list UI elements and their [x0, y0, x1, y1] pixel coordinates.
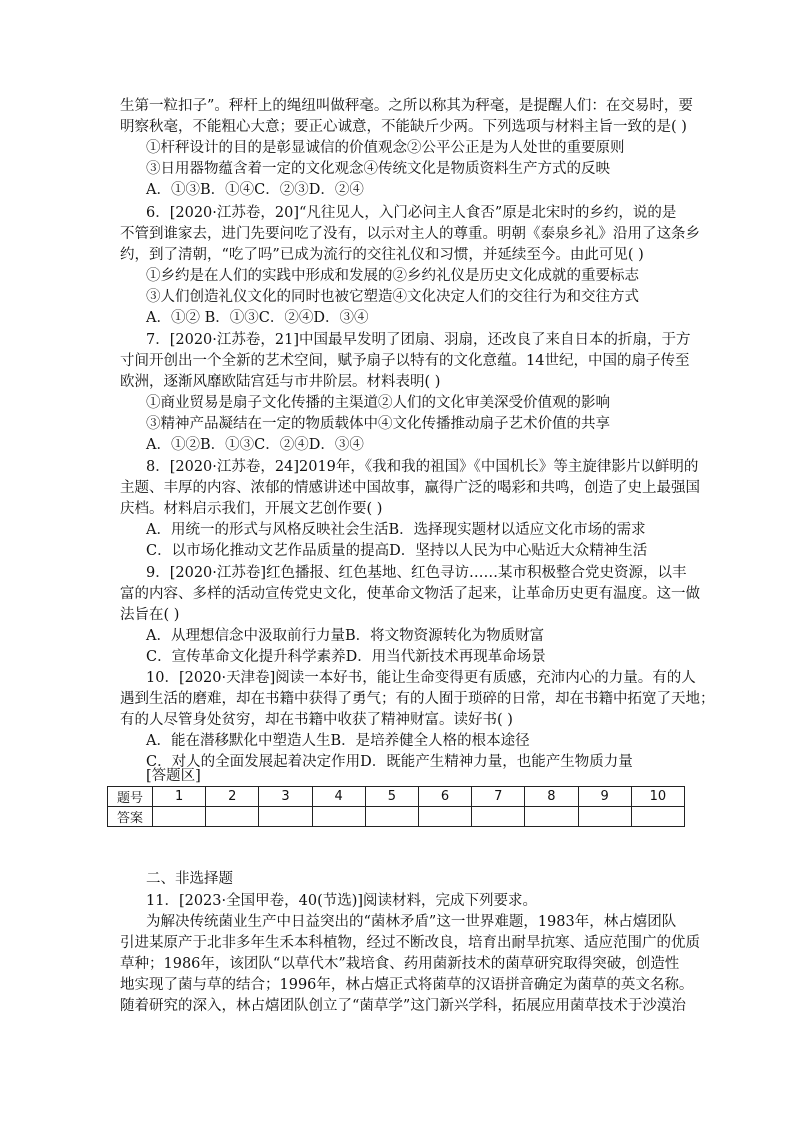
section-title: 二、非选择题 [146, 871, 233, 887]
question-10: 10．[2020·天津卷]阅读一本好书，能让生命变得更有质感，充沛内心的力量。有的人 [146, 670, 696, 686]
answer-cell[interactable] [153, 807, 206, 827]
table-header-cell: 答案 [108, 807, 153, 827]
text-line: 庆档。材料启示我们，开展文艺创作要( ) [120, 501, 383, 517]
question-11: 11．[2023·全国甲卷，40(节选)]阅读材料，完成下列要求。 [146, 893, 538, 909]
answer-choices: A．①②B．①③C．②④D．③④ [146, 437, 364, 453]
question-number-cell: 8 [525, 787, 578, 807]
option-line: C．对人的全面发展起着决定作用D．既能产生精神力量，也能产生物质力量 [146, 754, 633, 770]
answer-cell[interactable] [259, 807, 312, 827]
answer-cell[interactable] [365, 807, 418, 827]
text-line: 为解决传统菌业生产中日益突出的“菌林矛盾”这一世界难题，1983年，林占熺团队 [146, 914, 677, 930]
text-line: 欧洲，逐渐风靡欧陆宫廷与市井阶层。材料表明( ) [120, 374, 441, 390]
answer-table [107, 786, 685, 827]
text-line: 不管到谁家去，进门先要问吃了没有，以示对主人的尊重。明朝《泰泉乡礼》沿用了这条乡 [120, 226, 700, 242]
option-line: ①商业贸易是扇子文化传播的主渠道②人们的文化审美深受价值观的影响 [146, 395, 610, 411]
question-8: 8．[2020·江苏卷，24]2019年，《我和我的祖国》《中国机长》等主旋律影片以鲜明的 [146, 459, 699, 475]
text-line: 明察秋毫，不能粗心大意；要正心诚意，不能缺斤少两。下列选项与材料主旨一致的是( ) [120, 119, 687, 135]
answer-cell[interactable] [206, 807, 259, 827]
question-number-cell: 3 [259, 787, 312, 807]
question-number-cell: 10 [631, 787, 684, 807]
question-6: 6．[2020·江苏卷，20]“凡往见人，入门必问主人食否”原是北宋时的乡约，说的是 [146, 205, 677, 221]
option-line: ③精神产品凝结在一定的物质载体中④文化传播推动扇子艺术价值的共享 [146, 416, 610, 432]
option-line: C．以市场化推动文艺作品质量的提高D．坚持以人民为中心贴近大众精神生活 [146, 543, 648, 559]
option-line: A．从理想信念中汲取前行力量B．将文物资源转化为物质财富 [146, 628, 545, 644]
text-line: 随着研究的深入，林占熺团队创立了“菌草学”这门新兴学科，拓展应用菌草技术于沙漠治 [120, 998, 686, 1014]
text-line: 约，到了清朝，“吃了吗”已成为流行的交往礼仪和习惯，并延续至今。由此可见( ) [120, 247, 644, 263]
question-number-cell: 7 [472, 787, 525, 807]
text-line: 主题、丰厚的内容、浓郁的情感讲述中国故事，赢得广泛的喝彩和共鸣，创造了史上最强国 [120, 480, 700, 496]
option-line: A．能在潜移默化中塑造人生B．是培养健全人格的根本途径 [146, 733, 530, 749]
question-number-cell: 2 [206, 787, 259, 807]
question-number-cell: 5 [365, 787, 418, 807]
question-number-cell: 1 [153, 787, 206, 807]
answer-choices: A．①③B．①④C．②③D．②④ [146, 182, 364, 198]
text-line: 生第一粒扣子”。秤杆上的绳纽叫做秤毫。之所以称其为秤毫，是提醒人们：在交易时，要 [120, 98, 693, 114]
answer-choices: A．①② B．①③C．②④D．③④ [146, 310, 369, 326]
option-line: ③日用器物蕴含着一定的文化观念④传统文化是物质资料生产方式的反映 [146, 161, 610, 177]
table-header-cell: 题号 [108, 787, 153, 807]
table-row [108, 787, 685, 807]
answer-cell[interactable] [578, 807, 631, 827]
answer-area-label: [答题区] [146, 768, 201, 784]
text-line: 寸间开创出一个全新的艺术空间，赋予扇子以特有的文化意蕴。14世纪，中国的扇子传至 [120, 353, 690, 369]
text-line: 法旨在( ) [120, 607, 180, 623]
answer-cell[interactable] [631, 807, 684, 827]
question-number-cell: 6 [418, 787, 471, 807]
table-row [108, 807, 685, 827]
question-7: 7．[2020·江苏卷，21]中国最早发明了团扇、羽扇，还改良了来自日本的折扇，于方 [146, 332, 691, 348]
text-line: 富的内容、多样的活动宣传党史文化，使革命文物活了起来，让革命历史更有温度。这一做 [120, 586, 700, 602]
answer-cell[interactable] [472, 807, 525, 827]
question-9: 9．[2020·江苏卷]红色播报、红色基地、红色寻访……某市积极整合党史资源，以丰 [146, 565, 687, 581]
answer-cell[interactable] [312, 807, 365, 827]
answer-cell[interactable] [525, 807, 578, 827]
answer-cell[interactable] [418, 807, 471, 827]
option-line: ①乡约是在人们的实践中形成和发展的②乡约礼仪是历史文化成就的重要标志 [146, 268, 639, 284]
option-line: A．用统一的形式与风格反映社会生活B．选择现实题材以适应文化市场的需求 [146, 522, 646, 538]
question-number-cell: 9 [578, 787, 631, 807]
text-line: 有的人尽管身处贫穷，却在书籍中收获了精神财富。读好书( ) [120, 712, 513, 728]
option-line: ①杆秤设计的目的是彰显诚信的价值观念②公平公正是为人处世的重要原则 [146, 140, 625, 156]
question-number-cell: 4 [312, 787, 365, 807]
text-line: 引进某原产于北非多年生禾本科植物，经过不断改良，培育出耐旱抗寒、适应范围广的优质 [120, 935, 700, 951]
text-line: 地实现了菌与草的结合；1996年，林占熺正式将菌草的汉语拼音确定为菌草的英文名称。 [120, 977, 694, 993]
option-line: ③人们创造礼仪文化的同时也被它塑造④文化决定人们的交往行为和交往方式 [146, 289, 639, 305]
option-line: C．宣传革命文化提升科学素养D．用当代新技术再现革命场景 [146, 649, 546, 665]
text-line: 遇到生活的磨难，却在书籍中获得了勇气；有的人囿于琐碎的日常，却在书籍中拓宽了天地； [120, 691, 715, 707]
text-line: 草种；1986年，该团队“以草代木”栽培食、药用菌新技术的菌草研究取得突破，创造性 [120, 956, 680, 972]
